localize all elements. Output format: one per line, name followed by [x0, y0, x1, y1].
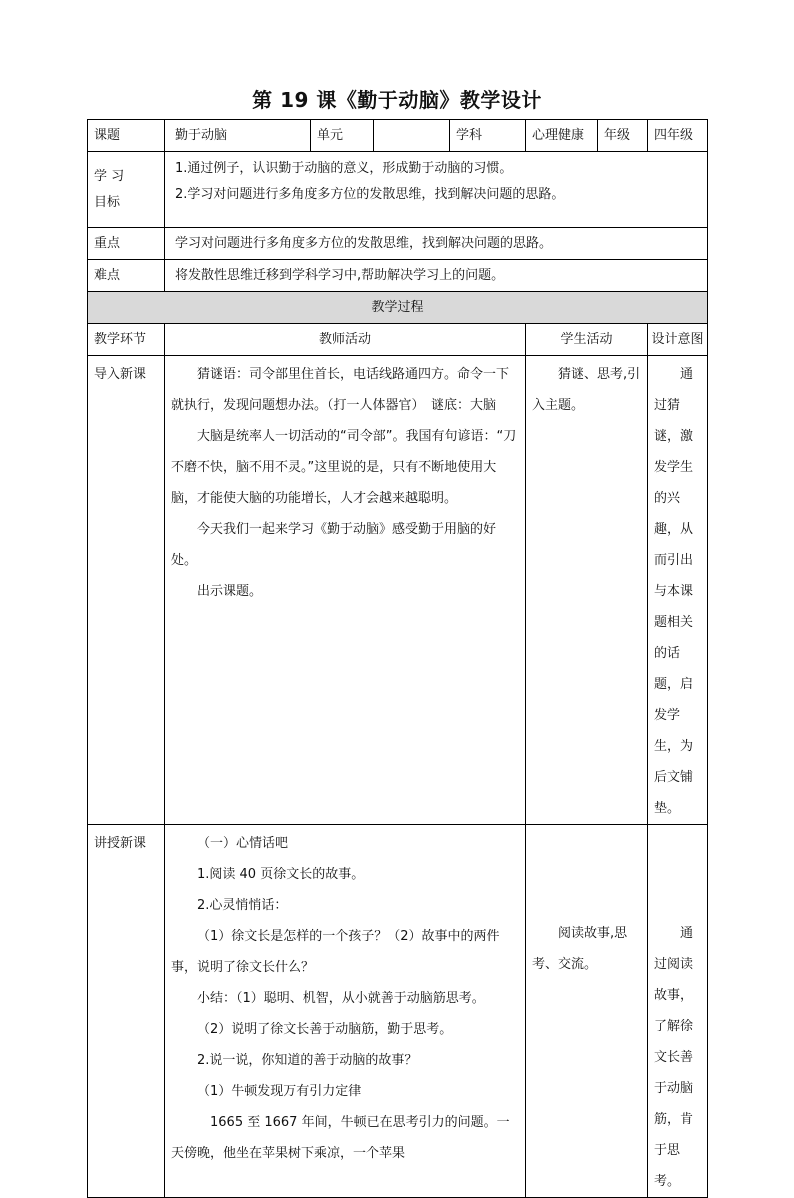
new-lesson-teacher-para: 1.阅读 40 页徐文长的故事。: [197, 867, 365, 882]
info-row: [88, 120, 708, 152]
intro-student: [526, 356, 648, 825]
grade-label: 年级: [598, 120, 648, 152]
new-lesson-teacher-para: （1）徐文长是怎样的一个孩子？（2）故事中的两件事，说明了徐文长什么？: [171, 929, 500, 975]
objectives-label-line2: 目标: [94, 194, 121, 210]
key-point-row: [88, 228, 708, 260]
header-student: 学生活动: [526, 324, 648, 356]
intro-row: [88, 356, 708, 825]
intro-teacher-para: 大脑是统率人一切活动的“司令部”。我国有句谚语：“刀不磨不快，脑不用不灵。”这里说的是，只有不断地使用大脑，才能使大脑的功能增长，人才会越来越聪明。: [171, 429, 517, 506]
header-intent: 设计意图: [648, 324, 708, 356]
difficulty-row: [88, 260, 708, 292]
new-lesson-teacher: [165, 825, 526, 1198]
new-lesson-intent: [648, 825, 708, 1198]
process-title-row: [88, 292, 708, 324]
lesson-label: 课题: [88, 120, 165, 152]
new-lesson-intent-text: 通过阅读故事，了解徐文长善于动脑筋，肯于思考。: [654, 926, 694, 1189]
objectives-content: [165, 152, 708, 228]
objective-item: 2.学习对问题进行多角度多方位的发散思维，找到解决问题的思路。: [175, 187, 565, 202]
new-lesson-student: [526, 825, 648, 1198]
new-lesson-stage: 讲授新课: [88, 825, 165, 1198]
header-teacher: 教师活动: [165, 324, 526, 356]
intro-teacher-para: 猜谜语：司令部里住首长，电话线路通四方。命令一下就执行，发现问题想办法。（打一人体器官） 谜底：大脑: [171, 367, 510, 413]
new-lesson-teacher-para: 2.说一说，你知道的善于动脑的故事？: [197, 1053, 418, 1068]
new-lesson-teacher-para: （2）说明了徐文长善于动脑筋，勤于思考。: [197, 1022, 453, 1037]
lesson-value: 勤于动脑: [165, 120, 311, 152]
new-lesson-teacher-para: （1）牛顿发现万有引力定律: [197, 1084, 362, 1099]
objectives-label: [88, 152, 165, 228]
intro-stage: 导入新课: [88, 356, 165, 825]
process-header-row: [88, 324, 708, 356]
header-stage: 教学环节: [88, 324, 165, 356]
key-point-text: 学习对问题进行多角度多方位的发散思维，找到解决问题的思路。: [165, 228, 708, 260]
unit-value: [374, 120, 450, 152]
objective-item: 1.通过例子，认识勤于动脑的意义，形成勤于动脑的习惯。: [175, 161, 513, 176]
intro-intent-text: 通过猜谜，激发学生的兴趣，从而引出与本课题相关的话题，启发学生，为后文铺垫。: [654, 367, 694, 816]
new-lesson-student-text: 阅读故事,思考、交流。: [532, 926, 628, 972]
intro-teacher: [165, 356, 526, 825]
new-lesson-teacher-para: 小结：（1）聪明、机智，从小就善于动脑筋思考。: [197, 991, 485, 1006]
process-title: 教学过程: [88, 292, 708, 324]
lesson-plan-table: [87, 119, 708, 1198]
page-title: 第 19 课《勤于动脑》教学设计: [252, 88, 542, 112]
objectives-label-line1: 学 习: [94, 168, 125, 184]
intro-intent: [648, 356, 708, 825]
difficulty-label: 难点: [88, 260, 165, 292]
subject-value: 心理健康: [526, 120, 598, 152]
grade-value: 四年级: [648, 120, 708, 152]
objectives-row: [88, 152, 708, 228]
subject-label: 学科: [450, 120, 526, 152]
new-lesson-teacher-para: 2.心灵悄悄话：: [197, 898, 288, 913]
intro-teacher-para: 出示课题。: [197, 584, 263, 599]
key-point-label: 重点: [88, 228, 165, 260]
intro-student-text: 猜谜、思考,引入主题。: [532, 367, 641, 413]
new-lesson-teacher-para: （一）心情话吧: [197, 836, 289, 851]
difficulty-text: 将发散性思维迁移到学科学习中,帮助解决学习上的问题。: [165, 260, 708, 292]
new-lesson-row: [88, 825, 708, 1198]
unit-label: 单元: [311, 120, 374, 152]
intro-teacher-para: 今天我们一起来学习《勤于动脑》感受勤于用脑的好处。: [171, 522, 497, 568]
new-lesson-teacher-para: 1665 至 1667 年间，牛顿已在思考引力的问题。一天傍晚，他坐在苹果树下乘凉，一个苹果: [171, 1115, 510, 1161]
